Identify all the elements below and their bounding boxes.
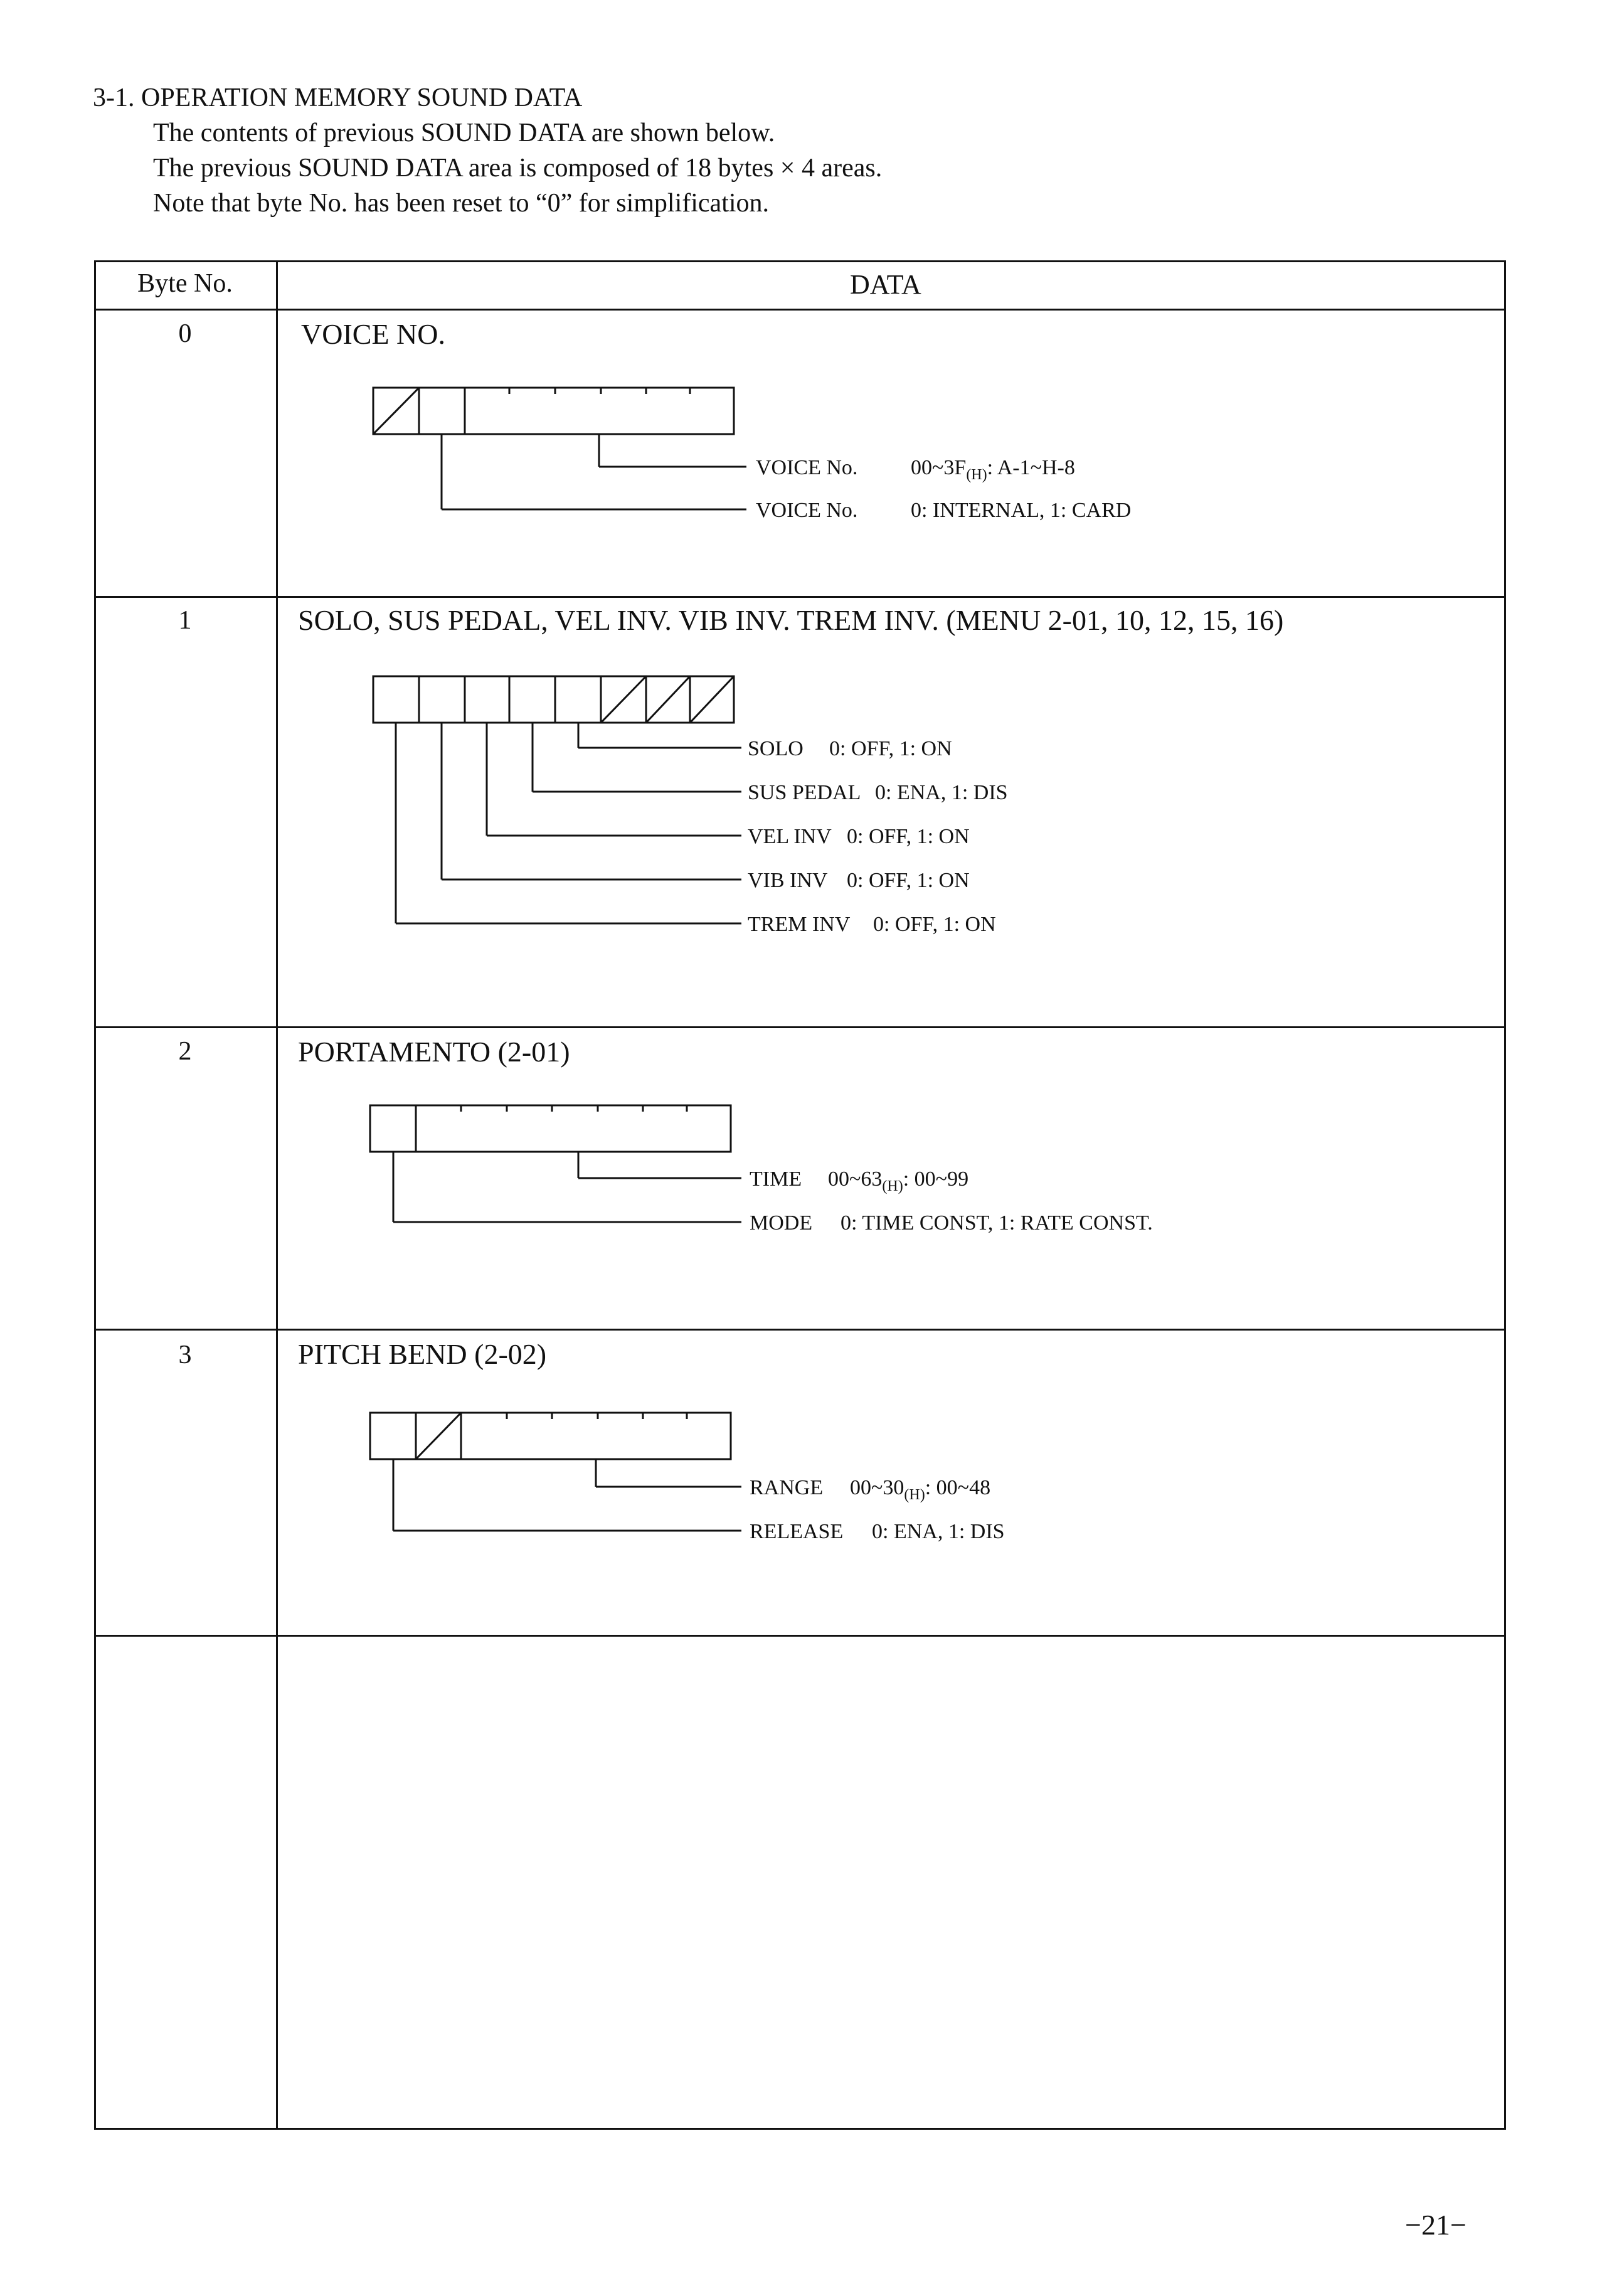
row-1-field-0-desc: 0: OFF, 1: ON [829,737,952,760]
row-1-field-1-desc: 0: ENA, 1: DIS [875,781,1008,804]
row-0-field-0-tail: : A-1~H-8 [987,456,1075,479]
row-1-field-3-name: VIB INV [748,869,828,892]
row-3-byte: 3 [178,1341,192,1369]
row-2-field-0-tail: : 00~99 [903,1167,969,1191]
row-2-field-0-sub: (H) [882,1178,903,1194]
row-1-field-2-desc: 0: OFF, 1: ON [847,825,970,848]
row-2-field-1-desc: 0: TIME CONST, 1: RATE CONST. [841,1211,1153,1235]
row-1-field-2-name: VEL INV [748,825,832,848]
row-3-field-1-name: RELEASE [750,1520,844,1543]
row-3-field-0-name: RANGE [750,1476,824,1499]
row-3-title: PITCH BEND (2-02) [298,1338,547,1370]
row-1-field-4-desc: 0: OFF, 1: ON [873,913,996,936]
header-byte-no: Byte No. [137,269,233,298]
row-2-field-1-name: MODE [750,1211,813,1235]
row-1-field-0-name: SOLO [748,737,804,760]
row-0-field-0-name: VOICE No. [756,456,858,479]
header-data: DATA [850,269,921,300]
row-0-field-0-sub: (H) [966,467,987,483]
row-1-title: SOLO, SUS PEDAL, VEL INV. VIB INV. TREM INV. (MENU 2-01, 10, 12, 15, 16) [298,604,1284,636]
row-3-field-1-desc: 0: ENA, 1: DIS [872,1520,1005,1543]
svg-text:00~30(H): 00~48 [850,1476,990,1503]
row-0-title: VOICE NO. [301,318,445,350]
row-3-field-0-tail: : 00~48 [925,1476,991,1499]
intro-line-3: Note that byte No. has been reset to “0” for simplification. [153,189,770,218]
section-heading: 3-1. OPERATION MEMORY SOUND DATA [93,83,583,112]
row-2-field-0-name: TIME [750,1167,802,1191]
row-1-field-3-desc: 0: OFF, 1: ON [847,869,970,892]
row-2-field-0-desc: 00~63 [828,1167,883,1191]
row-1-byte: 1 [178,606,192,635]
intro-line-2: The previous SOUND DATA area is composed of 18 bytes × 4 areas. [153,154,883,183]
row-1-field-1-name: SUS PEDAL [748,781,861,804]
row-0-field-1-name: VOICE No. [756,499,858,522]
row-0-byte: 0 [178,319,192,348]
row-0-field-1-desc: 0: INTERNAL, 1: CARD [911,499,1132,522]
row-1-field-4-name: TREM INV [748,913,851,936]
row-2-title: PORTAMENTO (2-01) [298,1036,570,1068]
page-number: −21− [1405,2209,1466,2241]
row-3-field-0-desc: 00~30 [850,1476,904,1499]
row-3-field-0-sub: (H) [904,1487,925,1503]
row-0-field-0-desc: 00~3F [911,456,967,479]
intro-line-1: The contents of previous SOUND DATA are shown below. [153,119,775,147]
row-3-bit-box [370,1413,731,1459]
row-2-byte: 2 [178,1037,192,1066]
